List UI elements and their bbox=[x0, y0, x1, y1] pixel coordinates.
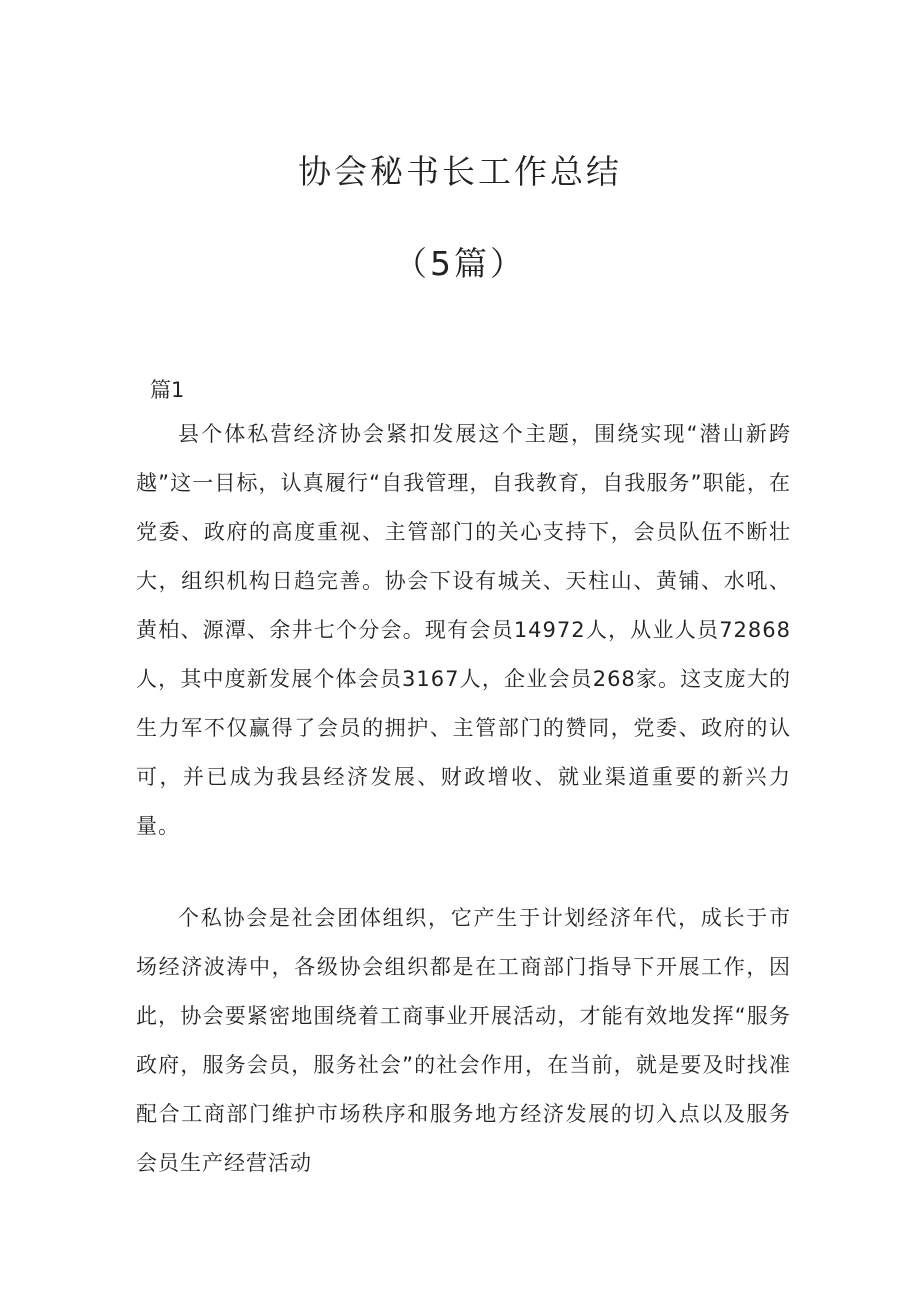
paragraph-1: 县个体私营经济协会紧扣发展这个主题，围绕实现“潜山新跨越”这一目标，认真履行“自我管理，自我教育，自我服务”职能，在党委、政府的高度重视、主管部门的关心支持下，会员队伍不断壮大，组织机构日趋完善。协会下设有城关、天柱山、黄铺、水吼、黄柏、源潭、余井七个分会。现有会员14972人，从业人员72868人，其中度新发展个体会员3167人，企业会员268家。这支庞大的生力军不仅赢得了会员的拥护、主管部门的赞同，党委、政府的认可，并已成为我县经济发展、财政增收、就业渠道重要的新兴力量。 bbox=[136, 422, 791, 838]
section-label: 篇1 bbox=[150, 378, 185, 402]
document-subtitle: （5篇） bbox=[394, 244, 526, 283]
document-title: 协会秘书长工作总结 bbox=[298, 152, 622, 191]
paragraph-2: 个私协会是社会团体组织，它产生于计划经济年代，成长于市场经济波涛中，各级协会组织都是在工商部门指导下开展工作，因此，协会要紧密地围绕着工商事业开展活动，才能有效地发挥“服务政府，服务会员，服务社会”的社会作用，在当前，就是要及时找准配合工商部门维护市场秩序和服务地方经济发展的切入点以及服务会员生产经营活动 bbox=[136, 906, 791, 1175]
